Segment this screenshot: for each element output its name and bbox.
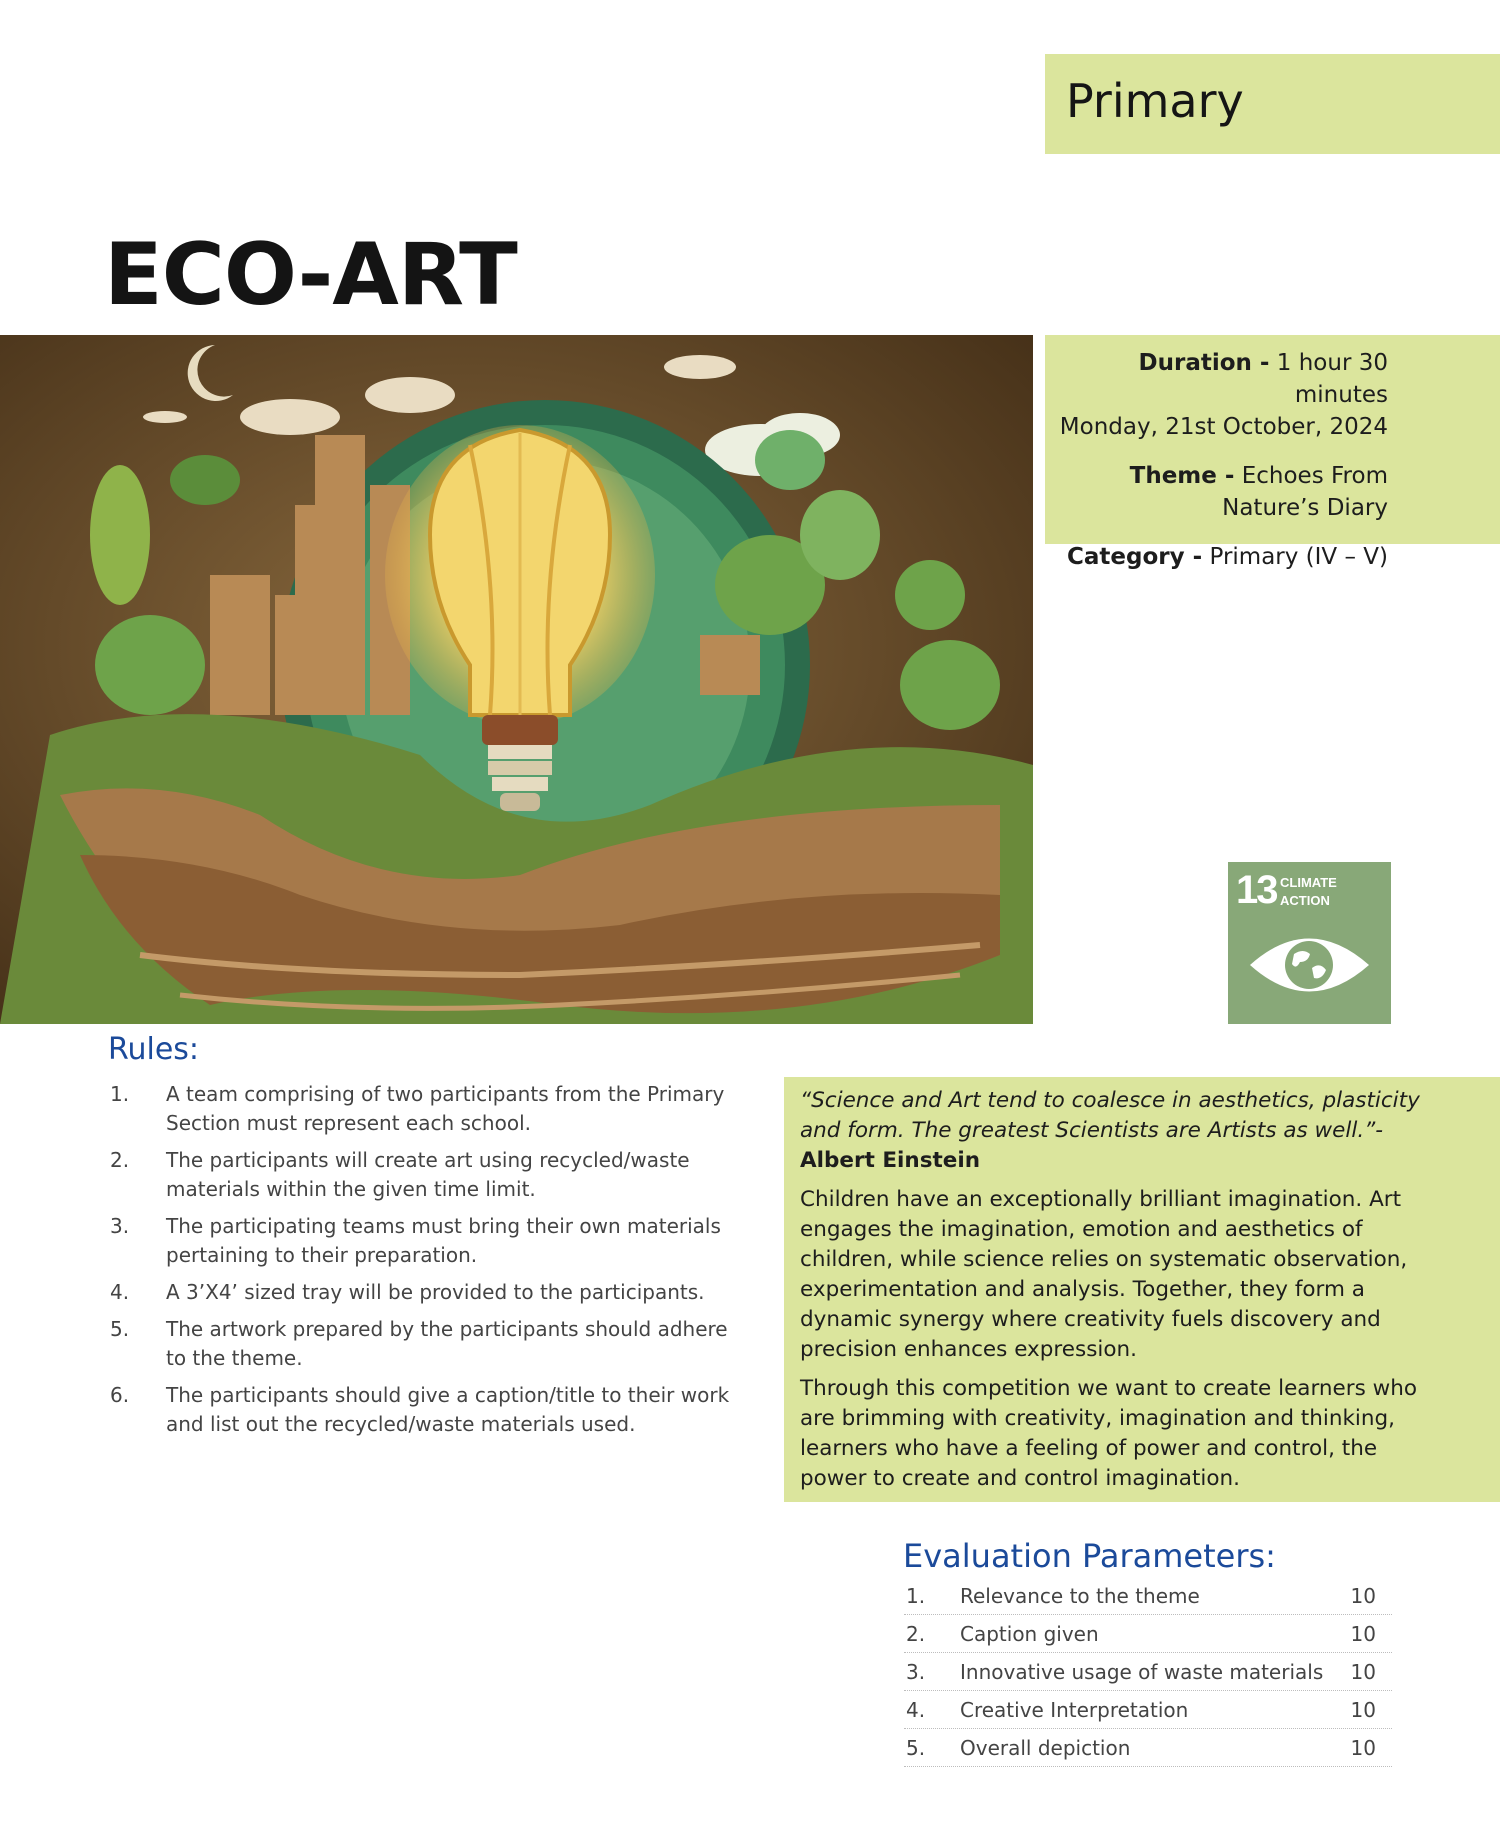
row-label: Relevance to the theme [960, 1584, 1200, 1608]
row-label: Overall depiction [960, 1736, 1131, 1760]
event-date: Monday, 21st October, 2024 [1059, 414, 1388, 440]
sdg-label-line1: CLIMATE [1280, 875, 1337, 890]
hero-illustration [0, 335, 1033, 1024]
row-score: 10 [1350, 1736, 1376, 1760]
row-label: Innovative usage of waste materials [960, 1660, 1324, 1684]
list-item-text: The participants should give a caption/title to their work and list out the recycled/waste materials used. [166, 1383, 730, 1436]
row-score: 10 [1350, 1622, 1376, 1646]
row-label: Creative Interpretation [960, 1698, 1189, 1722]
list-item [110, 1278, 740, 1307]
row-score: 10 [1350, 1660, 1376, 1684]
sdg-label [1280, 874, 1380, 910]
list-item-number: 1. [110, 1082, 130, 1106]
list-item-text: A team comprising of two participants from the Primary Section must represent each school. [166, 1082, 725, 1135]
row-score: 10 [1350, 1584, 1376, 1608]
quote-box [784, 1077, 1500, 1502]
rules-heading: Rules: [108, 1032, 200, 1067]
list-item-number: 2. [110, 1148, 130, 1172]
row-number: 4. [906, 1698, 926, 1722]
evaluation-heading: Evaluation Parameters: [903, 1537, 1276, 1575]
table-row [904, 1578, 1392, 1615]
list-item-text: The artwork prepared by the participants should adhere to the theme. [166, 1317, 728, 1370]
description-paragraph: Through this competition we want to create learners who are brimming with creativity, imagination and thinking, learners who have a feeling of power and control, the power to create and control imagination. [800, 1376, 1418, 1491]
rules-list [110, 1080, 740, 1447]
list-item-number: 5. [110, 1317, 130, 1341]
level-banner: Primary [1045, 54, 1500, 154]
list-item-number: 6. [110, 1383, 130, 1407]
list-item [110, 1146, 740, 1204]
row-label: Caption given [960, 1622, 1099, 1646]
category-label: Category - [1067, 544, 1203, 570]
page-title: ECO-ART [104, 225, 517, 325]
evaluation-table [904, 1578, 1392, 1768]
theme-label: Theme - [1129, 463, 1235, 489]
list-item-text: A 3’X4’ sized tray will be provided to the participants. [166, 1280, 705, 1304]
eye-globe-icon [1248, 932, 1371, 998]
list-item-text: The participating teams must bring their own materials pertaining to their preparation. [166, 1214, 721, 1267]
sdg-number: 13 [1236, 868, 1277, 912]
table-row [904, 1692, 1392, 1729]
quote-text: “Science and Art tend to coalesce in aesthetics, plasticity and form. The greatest Scientists are Artists as well.”- [800, 1088, 1420, 1143]
duration-label: Duration - [1138, 350, 1270, 376]
list-item [110, 1381, 740, 1439]
list-item-text: The participants will create art using recycled/waste materials within the given time limit. [166, 1148, 690, 1201]
description-paragraph: Children have an exceptionally brilliant imagination. Art engages the imagination, emotion and aesthetics of children, while science relies on systematic observation, experimentation and analysis. Together, they form a dynamic synergy where creativity fuels discovery and precision enhances expression. [800, 1187, 1408, 1362]
table-row [904, 1654, 1392, 1691]
category-value: Primary (IV – V) [1209, 544, 1388, 570]
row-number: 2. [906, 1622, 926, 1646]
row-score: 10 [1350, 1698, 1376, 1722]
theme-value: Echoes From [1241, 463, 1388, 489]
quote-author: Albert Einstein [800, 1148, 981, 1173]
list-item [110, 1212, 740, 1270]
list-item [110, 1315, 740, 1373]
table-row [904, 1616, 1392, 1653]
row-number: 3. [906, 1660, 926, 1684]
row-number: 1. [906, 1584, 926, 1608]
event-info-box [1045, 335, 1500, 570]
table-row [904, 1730, 1392, 1767]
list-item-number: 4. [110, 1280, 130, 1304]
sdg-label-line2: ACTION [1280, 893, 1330, 908]
list-item [110, 1080, 740, 1138]
theme-value-cont: Nature’s Diary [1222, 495, 1388, 521]
row-number: 5. [906, 1736, 926, 1760]
sdg-badge [1228, 862, 1391, 1024]
list-item-number: 3. [110, 1214, 130, 1238]
duration-value: 1 hour 30 minutes [1276, 350, 1388, 408]
